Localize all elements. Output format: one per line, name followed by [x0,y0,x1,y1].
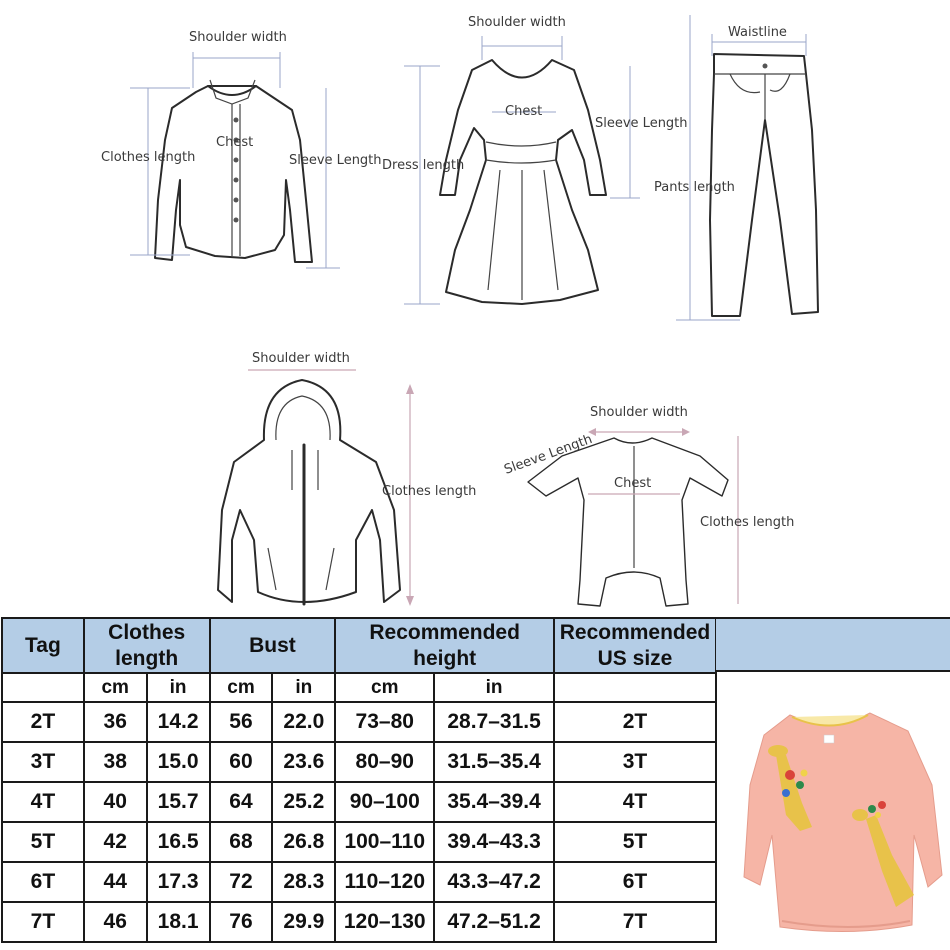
shirt-shoulder-label: Shoulder width [189,30,287,45]
length-in-cell: 14.2 [147,702,210,742]
us-size-cell: 5T [554,822,716,862]
table-row [2,822,716,862]
dress-chest-label: Chest [505,104,543,119]
romper-sleeve-label: Sleeve Length [502,432,595,478]
bust-in-cell: 26.8 [272,822,335,862]
hoodie-length-label: Clothes length [382,484,477,499]
length-in-cell: 18.1 [147,902,210,942]
pants-length-label: Pants length [654,180,735,195]
us-size-cell: 7T [554,902,716,942]
header-tag: Tag [2,618,84,673]
height-cm-cell: 100–110 [335,822,434,862]
table-row [2,862,716,902]
tag-cell: 6T [2,862,84,902]
table-row [2,702,716,742]
units-row [2,673,716,702]
height-in-cell: 35.4–39.4 [434,782,554,822]
pants-diagram [654,15,818,320]
bust-cm-cell: 56 [210,702,273,742]
length-cm-cell: 38 [84,742,147,782]
header-recommended-us-size: Recommended US size [554,618,716,673]
length-in-cell: 16.5 [147,822,210,862]
tag-cell: 7T [2,902,84,942]
length-in-cell: 17.3 [147,862,210,902]
shirt-chest-label: Chest [216,135,254,150]
us-size-cell: 4T [554,782,716,822]
bust-in-cell: 29.9 [272,902,335,942]
dress-diagram [382,15,688,304]
header-bust: Bust [210,618,336,673]
units-cell-empty [554,673,716,702]
dress-length-label: Dress length [382,158,465,173]
length-cm-cell: 44 [84,862,147,902]
dress-shoulder-label: Shoulder width [468,15,566,30]
bust-cm-cell: 68 [210,822,273,862]
table-row [2,742,716,782]
length-cm-cell: 46 [84,902,147,942]
header-extension [716,617,950,672]
table-row [2,902,716,942]
bust-in-cell: 23.6 [272,742,335,782]
shirt-length-label: Clothes length [101,150,196,165]
size-table [1,617,717,943]
height-cm-cell: 90–100 [335,782,434,822]
height-cm-cell: 80–90 [335,742,434,782]
height-in-cell: 43.3–47.2 [434,862,554,902]
unit-cell: in [434,673,554,702]
romper-length-label: Clothes length [700,515,795,530]
height-cm-cell: 110–120 [335,862,434,902]
length-cm-cell: 36 [84,702,147,742]
romper-chest-label: Chest [614,476,652,491]
bust-cm-cell: 60 [210,742,273,782]
tag-cell: 3T [2,742,84,782]
unit-cell: cm [210,673,273,702]
length-cm-cell: 40 [84,782,147,822]
bust-in-cell: 22.0 [272,702,335,742]
height-in-cell: 47.2–51.2 [434,902,554,942]
pants-waist-label: Waistline [728,25,787,40]
bust-in-cell: 25.2 [272,782,335,822]
us-size-cell: 6T [554,862,716,902]
size-chart [0,615,950,950]
tag-cell: 2T [2,702,84,742]
header-clothes-length: Clothes length [84,618,210,673]
hoodie-diagram [218,351,476,606]
us-size-cell: 2T [554,702,716,742]
bust-in-cell: 28.3 [272,862,335,902]
bust-cm-cell: 72 [210,862,273,902]
height-in-cell: 28.7–31.5 [434,702,554,742]
unit-cell: in [272,673,335,702]
table-row [2,782,716,822]
shirt-diagram [101,30,382,268]
unit-cell: in [147,673,210,702]
header-recommended-height: Recommended height [335,618,554,673]
us-size-cell: 3T [554,742,716,782]
height-in-cell: 31.5–35.4 [434,742,554,782]
unit-cell: cm [335,673,434,702]
tag-cell: 5T [2,822,84,862]
dress-sleeve-label: Sleeve Length [595,116,688,131]
unit-cell: cm [84,673,147,702]
romper-diagram [502,405,794,606]
bust-cm-cell: 76 [210,902,273,942]
sweater-photo [720,675,950,950]
hoodie-shoulder-label: Shoulder width [252,351,350,366]
shirt-sleeve-label: Sleeve Length [289,153,382,168]
height-cm-cell: 120–130 [335,902,434,942]
length-cm-cell: 42 [84,822,147,862]
length-in-cell: 15.7 [147,782,210,822]
bust-cm-cell: 64 [210,782,273,822]
tag-cell: 4T [2,782,84,822]
units-cell-empty [2,673,84,702]
height-in-cell: 39.4–43.3 [434,822,554,862]
length-in-cell: 15.0 [147,742,210,782]
height-cm-cell: 73–80 [335,702,434,742]
romper-shoulder-label: Shoulder width [590,405,688,420]
